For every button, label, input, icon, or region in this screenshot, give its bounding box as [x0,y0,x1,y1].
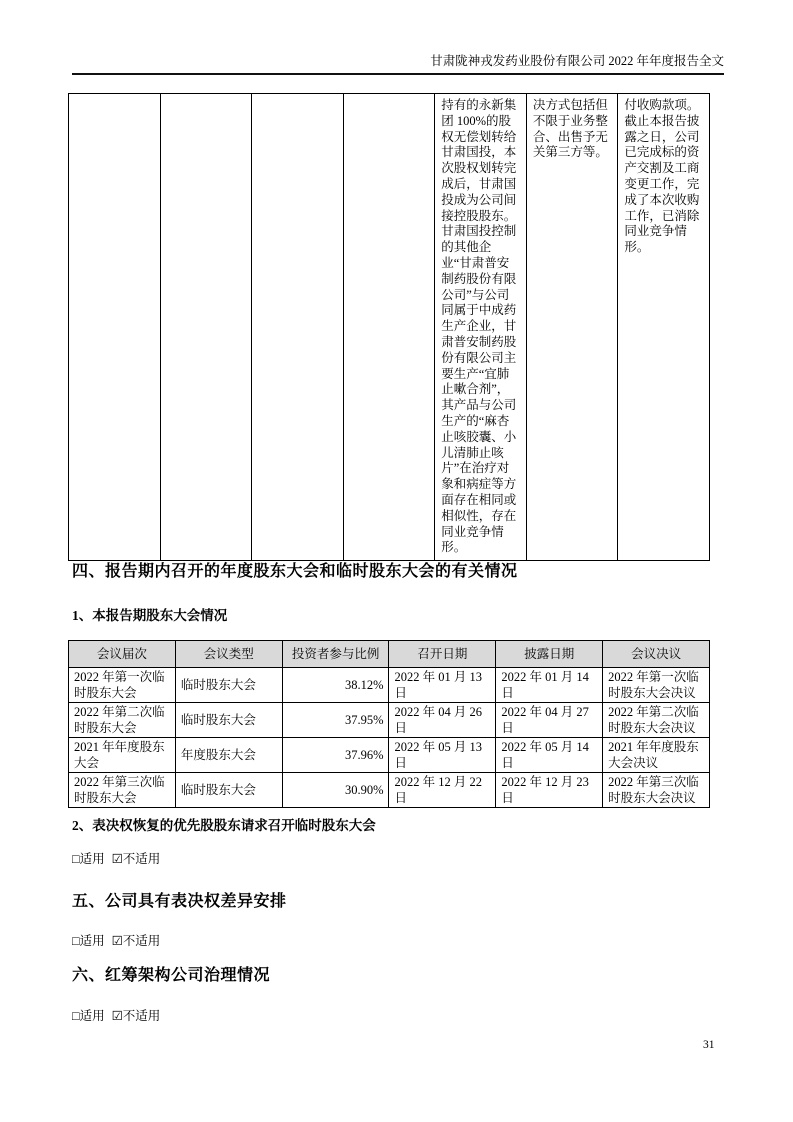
cell-session: 2022 年第三次临时股东大会 [69,773,176,808]
applicability-line [72,851,160,867]
table-header-row [69,641,710,668]
cell-convene-date: 2022 年 05 月 13 日 [389,738,496,773]
cell-type: 临时股东大会 [175,703,282,738]
table-row [69,94,710,561]
page-number: 31 [703,1039,715,1051]
checkbox-checked-icon: ☑ [111,1009,123,1023]
cell-participation: 37.96% [282,738,389,773]
cell-type: 临时股东大会 [175,668,282,703]
section-6-title: 六、红筹架构公司治理情况 [72,967,271,984]
applicable-label: 适用 [79,852,105,866]
table-row [69,668,710,703]
header-cell-participation: 投资者参与比例 [282,641,389,668]
competition-resolution-table [68,93,710,561]
applicable-label: 适用 [79,1009,105,1023]
table-cell-empty [160,94,252,561]
section-5-title: 五、公司具有表决权差异安排 [72,893,287,910]
table-cell-empty [252,94,344,561]
shareholder-meetings-table [68,640,710,808]
cell-disclosure-date: 2022 年 05 月 14 日 [496,738,603,773]
running-header: 甘肃陇神戎发药业股份有限公司 2022 年年度报告全文 [72,53,724,75]
cell-convene-date: 2022 年 12 月 22 日 [389,773,496,808]
cell-session: 2022 年第二次临时股东大会 [69,703,176,738]
table-cell-progress: 付收购款项。截止本报告披露之日，公司已完成标的资产交割及工商变更工作，完成了本次收购工作，已消除同业竞争情形。 [618,94,710,561]
checkbox-unchecked-icon: □ [72,1009,80,1023]
cell-participation: 38.12% [282,668,389,703]
subsection-2-title: 2、表决权恢复的优先股股东请求召开临时股东大会 [72,818,376,833]
cell-session: 2021 年年度股东大会 [69,738,176,773]
cell-resolution: 2022 年第三次临时股东大会决议 [603,773,710,808]
table-cell-empty [343,94,435,561]
header-cell-resolution: 会议决议 [603,641,710,668]
header-cell-session: 会议届次 [69,641,176,668]
cell-resolution: 2021 年年度股东大会决议 [603,738,710,773]
cell-resolution: 2022 年第一次临时股东大会决议 [603,668,710,703]
checkbox-checked-icon: ☑ [111,852,123,866]
cell-session: 2022 年第一次临时股东大会 [69,668,176,703]
subsection-1-title: 1、本报告期股东大会情况 [72,608,228,623]
section-4-title: 四、报告期内召开的年度股东大会和临时股东大会的有关情况 [72,563,518,580]
checkbox-unchecked-icon: □ [72,852,80,866]
checkbox-unchecked-icon: □ [72,934,80,948]
header-cell-convene-date: 召开日期 [389,641,496,668]
not-applicable-label: 不适用 [122,852,161,866]
cell-disclosure-date: 2022 年 01 月 14 日 [496,668,603,703]
applicable-label: 适用 [79,934,105,948]
cell-convene-date: 2022 年 04 月 26 日 [389,703,496,738]
table-row [69,773,710,808]
cell-participation: 37.95% [282,703,389,738]
applicability-line [72,1008,160,1024]
cell-type: 年度股东大会 [175,738,282,773]
table-cell-measures: 决方式包括但不限于业务整合、出售予无关第三方等。 [526,94,618,561]
header-cell-disclosure-date: 披露日期 [496,641,603,668]
not-applicable-label: 不适用 [122,934,161,948]
table-row [69,738,710,773]
cell-convene-date: 2022 年 01 月 13 日 [389,668,496,703]
cell-resolution: 2022 年第二次临时股东大会决议 [603,703,710,738]
checkbox-checked-icon: ☑ [111,934,123,948]
cell-disclosure-date: 2022 年 04 月 27 日 [496,703,603,738]
not-applicable-label: 不适用 [122,1009,161,1023]
applicability-line [72,933,160,949]
table-cell-detail: 持有的永新集团 100%的股权无偿划转给甘肃国投，本次股权划转完成后，甘肃国投成为公司间接控股股东。甘肃国投控制的其他企业“甘肃普安制药股份有限公司”与公司同属于中成药生产企业，甘肃普安制药股份有限公司主要生产“宜肺止嗽合剂”，其产品与公司生产的“麻杏止咳胶囊、小儿清肺止咳片”在治疗对象和病症等方面存在相同或相似性，存在同业竞争情形。 [435,94,527,561]
table-cell-empty [69,94,161,561]
cell-disclosure-date: 2022 年 12 月 23 日 [496,773,603,808]
cell-participation: 30.90% [282,773,389,808]
table-row [69,703,710,738]
header-cell-type: 会议类型 [175,641,282,668]
cell-type: 临时股东大会 [175,773,282,808]
